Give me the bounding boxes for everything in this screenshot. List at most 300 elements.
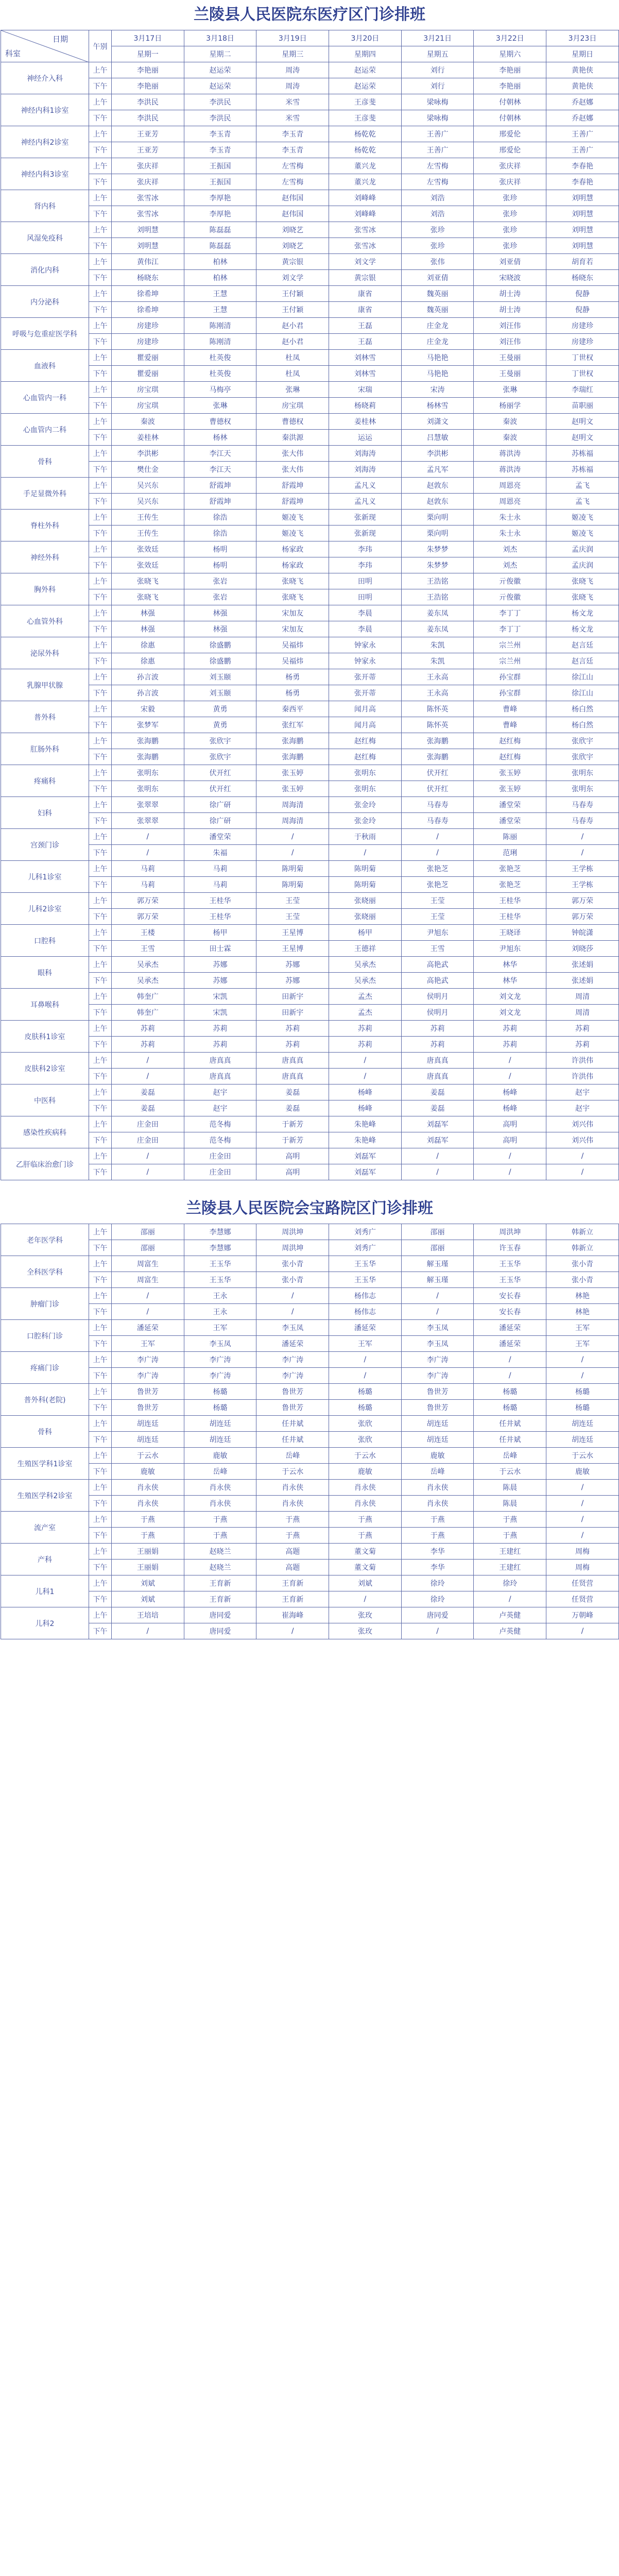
- doctor-cell: 姜磊: [112, 1084, 184, 1100]
- period-label: 下午: [89, 1005, 112, 1021]
- doctor-cell: 周洪坤: [256, 1240, 329, 1256]
- period-label: 上午: [89, 1480, 112, 1496]
- doctor-cell: 闻月高: [329, 717, 402, 733]
- doctor-cell: 张海鹏: [401, 733, 474, 749]
- doctor-cell: 张珍: [401, 222, 474, 238]
- doctor-cell: 苏莉: [546, 1021, 619, 1037]
- doctor-cell: 张述娟: [546, 957, 619, 973]
- department-name: 神经介入科: [1, 62, 89, 94]
- doctor-cell: 董兴龙: [329, 174, 402, 190]
- doctor-cell: 张晓飞: [546, 589, 619, 605]
- doctor-cell: /: [401, 1304, 474, 1320]
- doctor-cell: 徐江山: [546, 669, 619, 685]
- doctor-cell: 侯明月: [401, 1005, 474, 1021]
- department-name: 生殖医学科1诊室: [1, 1448, 89, 1480]
- doctor-cell: 赵敦东: [401, 478, 474, 494]
- doctor-cell: 张欣: [329, 1416, 402, 1432]
- doctor-cell: 王德祥: [329, 941, 402, 957]
- doctor-cell: 徐玲: [401, 1575, 474, 1591]
- period-label: 上午: [89, 382, 112, 398]
- doctor-cell: 苏娜: [256, 973, 329, 989]
- date-axis-label: 日期: [52, 35, 68, 44]
- doctor-cell: 赵红梅: [329, 733, 402, 749]
- doctor-cell: 杨丽学: [474, 398, 546, 414]
- doctor-cell: 张欣: [329, 1432, 402, 1448]
- section1-table: [1, 30, 619, 1180]
- schedule-row: [1, 973, 619, 989]
- date-header: 3月23日: [546, 30, 619, 46]
- doctor-cell: 姜磊: [112, 1100, 184, 1116]
- doctor-cell: 王莹: [256, 909, 329, 925]
- schedule-row: [1, 1607, 619, 1623]
- doctor-cell: 张大伟: [256, 462, 329, 478]
- doctor-cell: 吴兴东: [112, 478, 184, 494]
- schedule-row: [1, 669, 619, 685]
- doctor-cell: 李瑞红: [546, 382, 619, 398]
- period-label: 下午: [89, 685, 112, 701]
- department-name: 普外科: [1, 701, 89, 733]
- schedule-row: [1, 557, 619, 573]
- period-label: 上午: [89, 765, 112, 781]
- doctor-cell: 张海鹏: [401, 749, 474, 765]
- doctor-cell: 张雪冰: [329, 222, 402, 238]
- doctor-cell: 刘亚倩: [474, 254, 546, 270]
- doctor-cell: 徐广研: [184, 797, 256, 813]
- doctor-cell: 刘斌: [112, 1591, 184, 1607]
- doctor-cell: 张效廷: [112, 557, 184, 573]
- doctor-cell: 姜桂林: [329, 414, 402, 430]
- doctor-cell: 王桂华: [184, 909, 256, 925]
- doctor-cell: 王亚芳: [112, 142, 184, 158]
- doctor-cell: 周清: [546, 1005, 619, 1021]
- doctor-cell: /: [401, 1148, 474, 1164]
- department-name: 宫颈门诊: [1, 829, 89, 861]
- period-label: 上午: [89, 861, 112, 877]
- department-name: 儿科1: [1, 1575, 89, 1607]
- doctor-cell: 肖永侠: [112, 1496, 184, 1512]
- doctor-cell: 鹿敏: [546, 1464, 619, 1480]
- doctor-cell: 邵丽: [112, 1224, 184, 1240]
- doctor-cell: 唐真真: [184, 1069, 256, 1084]
- doctor-cell: 解玉瑾: [401, 1256, 474, 1272]
- doctor-cell: 田明: [329, 573, 402, 589]
- schedule-row: [1, 1272, 619, 1288]
- schedule-row: [1, 1384, 619, 1400]
- doctor-cell: 杨林: [184, 430, 256, 446]
- period-label: 上午: [89, 350, 112, 366]
- doctor-cell: 张晓飞: [256, 573, 329, 589]
- doctor-cell: 王军: [184, 1320, 256, 1336]
- doctor-cell: 唐同爱: [401, 1607, 474, 1623]
- doctor-cell: 张玉婷: [256, 765, 329, 781]
- doctor-cell: 胡连廷: [401, 1432, 474, 1448]
- doctor-cell: /: [329, 1069, 402, 1084]
- doctor-cell: 胡士涛: [474, 286, 546, 302]
- doctor-cell: 朱艳峰: [329, 1116, 402, 1132]
- doctor-cell: 许玉春: [474, 1240, 546, 1256]
- doctor-cell: 鹿敏: [112, 1464, 184, 1480]
- doctor-cell: 高艳武: [401, 957, 474, 973]
- doctor-cell: 运运: [329, 430, 402, 446]
- doctor-cell: 赵红梅: [474, 733, 546, 749]
- doctor-cell: 胡连廷: [184, 1432, 256, 1448]
- doctor-cell: 李广涛: [401, 1368, 474, 1384]
- doctor-cell: 秦西平: [256, 701, 329, 717]
- doctor-cell: 鹿敏: [184, 1448, 256, 1464]
- doctor-cell: 卢英健: [474, 1607, 546, 1623]
- doctor-cell: 张效廷: [112, 541, 184, 557]
- doctor-cell: 于燕: [112, 1528, 184, 1544]
- period-label: 下午: [89, 398, 112, 414]
- doctor-cell: 姬凌飞: [256, 510, 329, 526]
- doctor-cell: 李慧娜: [184, 1240, 256, 1256]
- doctor-cell: 肖永侠: [329, 1496, 402, 1512]
- doctor-cell: 陈明菊: [256, 861, 329, 877]
- period-label: 上午: [89, 1320, 112, 1336]
- period-label: 下午: [89, 717, 112, 733]
- doctor-cell: /: [329, 1352, 402, 1368]
- doctor-cell: 黄艳侠: [546, 62, 619, 78]
- doctor-cell: /: [401, 1288, 474, 1304]
- doctor-cell: 高明: [474, 1116, 546, 1132]
- doctor-cell: 朱凯: [401, 637, 474, 653]
- schedule-row: [1, 925, 619, 941]
- doctor-cell: 张明东: [546, 781, 619, 797]
- doctor-cell: 董文菊: [329, 1544, 402, 1560]
- schedule-row: [1, 494, 619, 510]
- department-name: 皮肤科1诊室: [1, 1021, 89, 1053]
- period-label: 上午: [89, 190, 112, 206]
- doctor-cell: 于燕: [184, 1528, 256, 1544]
- doctor-cell: 乔赵娜: [546, 94, 619, 110]
- department-name: 疼痛科: [1, 765, 89, 797]
- department-name: 儿科2诊室: [1, 893, 89, 925]
- doctor-cell: 苏莉: [184, 1021, 256, 1037]
- doctor-cell: 张玉婷: [474, 781, 546, 797]
- doctor-cell: 王军: [546, 1336, 619, 1352]
- doctor-cell: 刘文学: [256, 270, 329, 286]
- doctor-cell: 张翠翠: [112, 813, 184, 829]
- period-label: 上午: [89, 1116, 112, 1132]
- doctor-cell: 张庆祥: [474, 174, 546, 190]
- period-label: 下午: [89, 494, 112, 510]
- doctor-cell: 肖永侠: [184, 1496, 256, 1512]
- doctor-cell: /: [474, 1164, 546, 1180]
- department-name: 口腔科门诊: [1, 1320, 89, 1352]
- schedule-row: [1, 909, 619, 925]
- doctor-cell: 周恩亮: [474, 478, 546, 494]
- doctor-cell: 于燕: [329, 1512, 402, 1528]
- doctor-cell: 范琍: [474, 845, 546, 861]
- doctor-cell: 王学栋: [546, 861, 619, 877]
- doctor-cell: 胡连廷: [112, 1416, 184, 1432]
- department-name: 肿瘤门诊: [1, 1288, 89, 1320]
- period-label: 下午: [89, 206, 112, 222]
- doctor-cell: 杨家政: [256, 557, 329, 573]
- doctor-cell: 李艳丽: [112, 62, 184, 78]
- doctor-cell: 李华: [401, 1560, 474, 1575]
- doctor-cell: 杨峰: [329, 1100, 402, 1116]
- doctor-cell: 李玮: [329, 557, 402, 573]
- doctor-cell: 张海鹏: [256, 733, 329, 749]
- doctor-cell: 杨峰: [329, 1084, 402, 1100]
- doctor-cell: 张晓丽: [329, 909, 402, 925]
- doctor-cell: 李丁丁: [474, 621, 546, 637]
- period-label: 下午: [89, 877, 112, 893]
- doctor-cell: 朱梦梦: [401, 541, 474, 557]
- doctor-cell: /: [112, 1288, 184, 1304]
- schedule-row: [1, 1005, 619, 1021]
- doctor-cell: 李广涛: [184, 1352, 256, 1368]
- schedule-row: [1, 1053, 619, 1069]
- doctor-cell: 姜东凤: [401, 605, 474, 621]
- doctor-cell: /: [112, 1053, 184, 1069]
- schedule-row: [1, 62, 619, 78]
- period-label: 上午: [89, 541, 112, 557]
- doctor-cell: 张艳芝: [474, 877, 546, 893]
- doctor-cell: 张艳芝: [401, 877, 474, 893]
- doctor-cell: /: [112, 1069, 184, 1084]
- doctor-cell: 王军: [329, 1336, 402, 1352]
- doctor-cell: 米雪: [256, 94, 329, 110]
- date-header: 3月21日: [401, 30, 474, 46]
- doctor-cell: /: [401, 1623, 474, 1639]
- doctor-cell: 于燕: [112, 1512, 184, 1528]
- doctor-cell: /: [546, 1512, 619, 1528]
- doctor-cell: 赵明文: [546, 430, 619, 446]
- doctor-cell: 鲁世芳: [112, 1384, 184, 1400]
- doctor-cell: 苏莉: [546, 1037, 619, 1053]
- doctor-cell: 潘延荣: [256, 1336, 329, 1352]
- doctor-cell: 张琳: [184, 398, 256, 414]
- doctor-cell: 柏林: [184, 270, 256, 286]
- doctor-cell: 任井斌: [474, 1432, 546, 1448]
- doctor-cell: 孟庆润: [546, 557, 619, 573]
- doctor-cell: 张艳芝: [401, 861, 474, 877]
- period-label: 下午: [89, 1432, 112, 1448]
- department-name: 普外科(老院): [1, 1384, 89, 1416]
- doctor-cell: 林艳: [546, 1304, 619, 1320]
- department-name: 消化内科: [1, 254, 89, 286]
- doctor-cell: 张大伟: [256, 446, 329, 462]
- doctor-cell: 肖永侠: [401, 1496, 474, 1512]
- period-label: 上午: [89, 1256, 112, 1272]
- doctor-cell: 杨甲: [329, 925, 402, 941]
- doctor-cell: 王丽娟: [112, 1560, 184, 1575]
- doctor-cell: 范冬梅: [184, 1132, 256, 1148]
- department-name: 乳腺甲状腺: [1, 669, 89, 701]
- doctor-cell: 房宝琪: [112, 398, 184, 414]
- doctor-cell: 王彦斐: [329, 94, 402, 110]
- doctor-cell: 徐惠: [112, 653, 184, 669]
- doctor-cell: 胡连廷: [546, 1432, 619, 1448]
- doctor-cell: 唐真真: [401, 1069, 474, 1084]
- doctor-cell: 王善广: [401, 126, 474, 142]
- doctor-cell: 郭万荣: [546, 893, 619, 909]
- doctor-cell: 李洪民: [184, 110, 256, 126]
- doctor-cell: 李洪民: [184, 94, 256, 110]
- doctor-cell: 刘行: [401, 62, 474, 78]
- doctor-cell: 张海鹏: [112, 749, 184, 765]
- schedule-row: [1, 382, 619, 398]
- doctor-cell: 徐玲: [474, 1575, 546, 1591]
- doctor-cell: 郭万荣: [546, 909, 619, 925]
- doctor-cell: 王建红: [474, 1544, 546, 1560]
- doctor-cell: 舒霞坤: [256, 478, 329, 494]
- doctor-cell: 潘堂荣: [474, 797, 546, 813]
- doctor-cell: 于燕: [474, 1528, 546, 1544]
- doctor-cell: 刘玉颐: [184, 669, 256, 685]
- doctor-cell: 付朝林: [474, 94, 546, 110]
- doctor-cell: 卢英健: [474, 1623, 546, 1639]
- doctor-cell: 张明东: [329, 765, 402, 781]
- period-label: 上午: [89, 893, 112, 909]
- doctor-cell: 吴承杰: [112, 957, 184, 973]
- doctor-cell: 刘明慧: [546, 206, 619, 222]
- doctor-cell: 王楼: [112, 925, 184, 941]
- period-label: 上午: [89, 94, 112, 110]
- department-name: 中医科: [1, 1084, 89, 1116]
- schedule-row: [1, 1320, 619, 1336]
- doctor-cell: 宋毅: [112, 701, 184, 717]
- doctor-cell: 王建红: [474, 1560, 546, 1575]
- doctor-cell: 王善广: [401, 142, 474, 158]
- schedule-row: [1, 142, 619, 158]
- doctor-cell: 孟飞: [546, 494, 619, 510]
- doctor-cell: 苏娜: [256, 957, 329, 973]
- doctor-cell: 杜英俊: [184, 350, 256, 366]
- doctor-cell: 高明: [256, 1148, 329, 1164]
- weekday-header: 星期五: [401, 46, 474, 62]
- schedule-row: [1, 190, 619, 206]
- period-label: 下午: [89, 142, 112, 158]
- schedule-row: [1, 1037, 619, 1053]
- schedule-row: [1, 1304, 619, 1320]
- doctor-cell: 宗兰州: [474, 637, 546, 653]
- doctor-cell: 赵宇: [184, 1100, 256, 1116]
- period-label: 下午: [89, 366, 112, 382]
- period-label: 上午: [89, 254, 112, 270]
- doctor-cell: 房建珍: [546, 318, 619, 334]
- doctor-cell: 张珍: [474, 222, 546, 238]
- doctor-cell: 陈晨: [474, 1496, 546, 1512]
- doctor-cell: 刘文龙: [474, 1005, 546, 1021]
- schedule-row: [1, 893, 619, 909]
- doctor-cell: 邢爱伦: [474, 142, 546, 158]
- doctor-cell: 庄金田: [112, 1116, 184, 1132]
- doctor-cell: 尹旭东: [474, 941, 546, 957]
- doctor-cell: 于燕: [256, 1528, 329, 1544]
- period-label: 上午: [89, 286, 112, 302]
- schedule-row: [1, 526, 619, 541]
- doctor-cell: 王育新: [184, 1575, 256, 1591]
- doctor-cell: 张海鹏: [256, 749, 329, 765]
- doctor-cell: 刘峰峰: [329, 206, 402, 222]
- doctor-cell: 刘文龙: [474, 989, 546, 1005]
- doctor-cell: 王付颖: [256, 286, 329, 302]
- schedule-row: [1, 1448, 619, 1464]
- period-label: 下午: [89, 813, 112, 829]
- doctor-cell: 安长春: [474, 1288, 546, 1304]
- schedule-row: [1, 733, 619, 749]
- doctor-cell: 闻月高: [329, 701, 402, 717]
- doctor-cell: 李洪彬: [401, 446, 474, 462]
- department-name: 神经外科: [1, 541, 89, 573]
- doctor-cell: 邵丽: [401, 1240, 474, 1256]
- schedule-row: [1, 829, 619, 845]
- date-header: 3月20日: [329, 30, 402, 46]
- schedule-row: [1, 222, 619, 238]
- doctor-cell: 杨晓东: [112, 270, 184, 286]
- doctor-cell: 王磊: [329, 334, 402, 350]
- schedule-row: [1, 1288, 619, 1304]
- doctor-cell: 周富生: [112, 1256, 184, 1272]
- doctor-cell: 鲁世芳: [256, 1400, 329, 1416]
- doctor-cell: 肖永侠: [112, 1480, 184, 1496]
- doctor-cell: 张珍: [474, 190, 546, 206]
- doctor-cell: /: [546, 1528, 619, 1544]
- doctor-cell: 赵小君: [256, 334, 329, 350]
- doctor-cell: 潘延荣: [112, 1320, 184, 1336]
- schedule-row: [1, 430, 619, 446]
- doctor-cell: 陈丽: [474, 829, 546, 845]
- doctor-cell: 李玮: [329, 541, 402, 557]
- department-name: 乙肝临床治愈门诊: [1, 1148, 89, 1180]
- doctor-cell: 范冬梅: [184, 1116, 256, 1132]
- doctor-cell: 赵宇: [546, 1084, 619, 1100]
- doctor-cell: 苏莉: [401, 1037, 474, 1053]
- doctor-cell: 张开蒂: [329, 685, 402, 701]
- doctor-cell: 肖永侠: [401, 1480, 474, 1496]
- doctor-cell: /: [329, 1591, 402, 1607]
- doctor-cell: 王玉华: [184, 1256, 256, 1272]
- doctor-cell: 王付颖: [256, 302, 329, 318]
- doctor-cell: 胡士涛: [474, 302, 546, 318]
- doctor-cell: 肖永侠: [329, 1480, 402, 1496]
- doctor-cell: 赵伟国: [256, 206, 329, 222]
- doctor-cell: 李洪民: [112, 110, 184, 126]
- doctor-cell: 张雪冰: [112, 190, 184, 206]
- doctor-cell: 左雪梅: [256, 158, 329, 174]
- period-label: 下午: [89, 526, 112, 541]
- doctor-cell: /: [256, 845, 329, 861]
- doctor-cell: 唐同爱: [184, 1607, 256, 1623]
- period-label: 下午: [89, 973, 112, 989]
- doctor-cell: 肖永侠: [256, 1496, 329, 1512]
- doctor-cell: 张欣宇: [546, 749, 619, 765]
- department-name: 感染性疾病科: [1, 1116, 89, 1148]
- doctor-cell: 高题: [256, 1544, 329, 1560]
- doctor-cell: 李玉凤: [401, 1336, 474, 1352]
- doctor-cell: 赵宇: [546, 1100, 619, 1116]
- doctor-cell: 苏娜: [184, 957, 256, 973]
- period-label: 上午: [89, 1148, 112, 1164]
- period-label: 下午: [89, 1272, 112, 1288]
- department-name: 口腔科: [1, 925, 89, 957]
- department-name: 儿科2: [1, 1607, 89, 1639]
- doctor-cell: 赵运荣: [184, 62, 256, 78]
- period-label: 下午: [89, 1164, 112, 1180]
- period-label: 上午: [89, 1544, 112, 1560]
- doctor-cell: 陈怀英: [401, 701, 474, 717]
- doctor-cell: 吴福炜: [256, 653, 329, 669]
- doctor-cell: 姬凌飞: [546, 510, 619, 526]
- doctor-cell: 鹿敏: [401, 1448, 474, 1464]
- schedule-row: [1, 1368, 619, 1384]
- doctor-cell: 张晓丽: [329, 893, 402, 909]
- doctor-cell: 王永高: [401, 669, 474, 685]
- period-label: 下午: [89, 1623, 112, 1639]
